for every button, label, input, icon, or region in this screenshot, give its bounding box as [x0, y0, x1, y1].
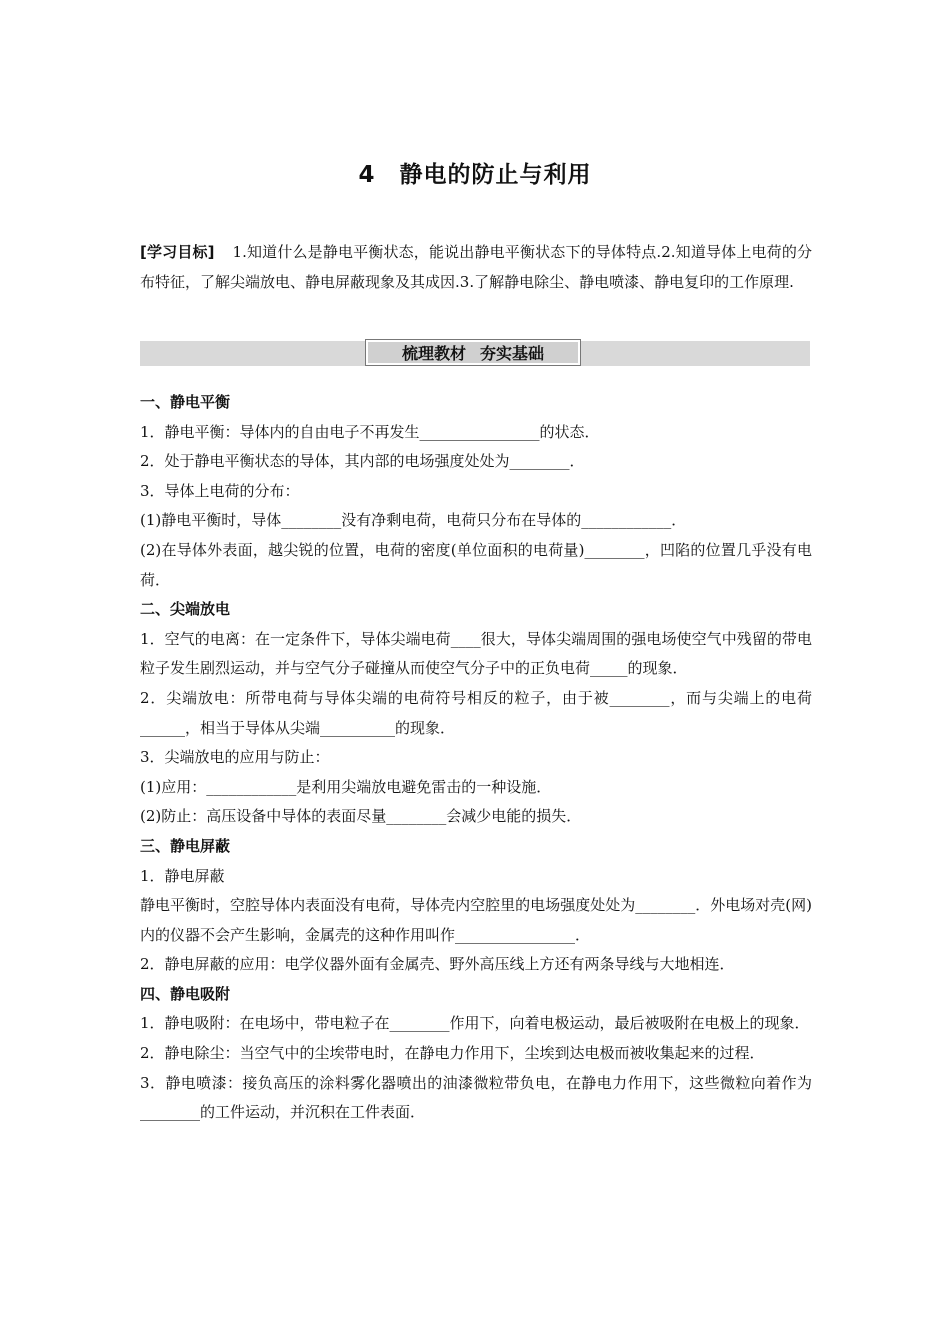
section-line: 3．静电喷漆：接负高压的涂料雾化器喷出的油漆微粒带负电，在静电力作用下，这些微粒向着作为________的工件运动，并沉积在工件表面． [140, 1073, 812, 1122]
section-line: (1)应用：____________是利用尖端放电避免雷击的一种设施． [140, 777, 552, 796]
section-line: (2)在导体外表面，越尖锐的位置，电荷的密度(单位面积的电荷量)________，凹陷的位置几乎没有电荷． [140, 540, 812, 589]
section-banner [140, 341, 810, 366]
section-heading: 三、静电屏蔽 [140, 836, 231, 855]
banner-left-label: 梳理教材 [401, 344, 466, 363]
banner-inner [368, 342, 578, 363]
section-line: 3．尖端放电的应用与防止： [140, 748, 330, 767]
section-3 [140, 832, 812, 980]
section-heading: 四、静电吸附 [140, 984, 231, 1003]
section-line: 2．静电除尘：当空气中的尘埃带电时，在静电力作用下，尘埃到达电极而被收集起来的过程． [140, 1044, 765, 1063]
section-line: 静电平衡时，空腔导体内表面没有电荷，导体壳内空腔里的电场强度处处为________．外电场对壳(网)内的仪器不会产生影响，金属壳的这种作用叫作________________． [140, 896, 812, 944]
section-line: 2．处于静电平衡状态的导体，其内部的电场强度处处为________． [140, 452, 585, 471]
section-line: 1．静电屏蔽 [140, 866, 225, 885]
section-line: (1)静电平衡时，导体________没有净剩电荷，电荷只分布在导体的____________． [140, 511, 687, 530]
section-line: 2．静电屏蔽的应用：电学仪器外面有金属壳、野外高压线上方还有两条导线与大地相连． [140, 955, 735, 974]
section-4 [140, 980, 812, 1128]
objectives-tag: [学习目标] [140, 243, 215, 261]
section-2 [140, 595, 812, 832]
section-line: 2．尖端放电：所带电荷与导体尖端的电荷符号相反的粒子，由于被________，而与尖端上的电荷______，相当于导体从尖端__________的现象． [140, 688, 812, 737]
section-line: 3．导体上电荷的分布： [140, 481, 300, 500]
objectives-text: 1.知道什么是静电平衡状态，能说出静电平衡状态下的导体特点.2.知道导体上电荷的分布特征，了解尖端放电、静电屏蔽现象及其成因.3.了解静电除尘、静电喷漆、静电复印的工作原理. [140, 243, 812, 291]
page-title: 4 静电的防止与利用 [358, 162, 592, 188]
section-line: 1．静电吸附：在电场中，带电粒子在________作用下，向着电极运动，最后被吸附在电极上的现象． [140, 1014, 810, 1033]
section-1 [140, 388, 812, 595]
learning-objectives [140, 237, 812, 297]
section-line: 1．空气的电离：在一定条件下，导体尖端电荷____很大，导体尖端周围的强电场使空气中残留的带电粒子发生剧烈运动，并与空气分子碰撞从而使空气分子中的正负电荷_____的现象． [140, 629, 812, 678]
banner-box [365, 339, 581, 366]
section-heading: 一、静电平衡 [140, 393, 231, 411]
banner-right-label: 夯实基础 [480, 344, 545, 363]
section-line: (2)防止：高压设备中导体的表面尽量________会减少电能的损失． [140, 807, 582, 826]
section-heading: 二、尖端放电 [140, 600, 231, 619]
section-line: 1．静电平衡：导体内的自由电子不再发生________________的状态． [140, 422, 600, 441]
main-content [140, 388, 812, 1128]
